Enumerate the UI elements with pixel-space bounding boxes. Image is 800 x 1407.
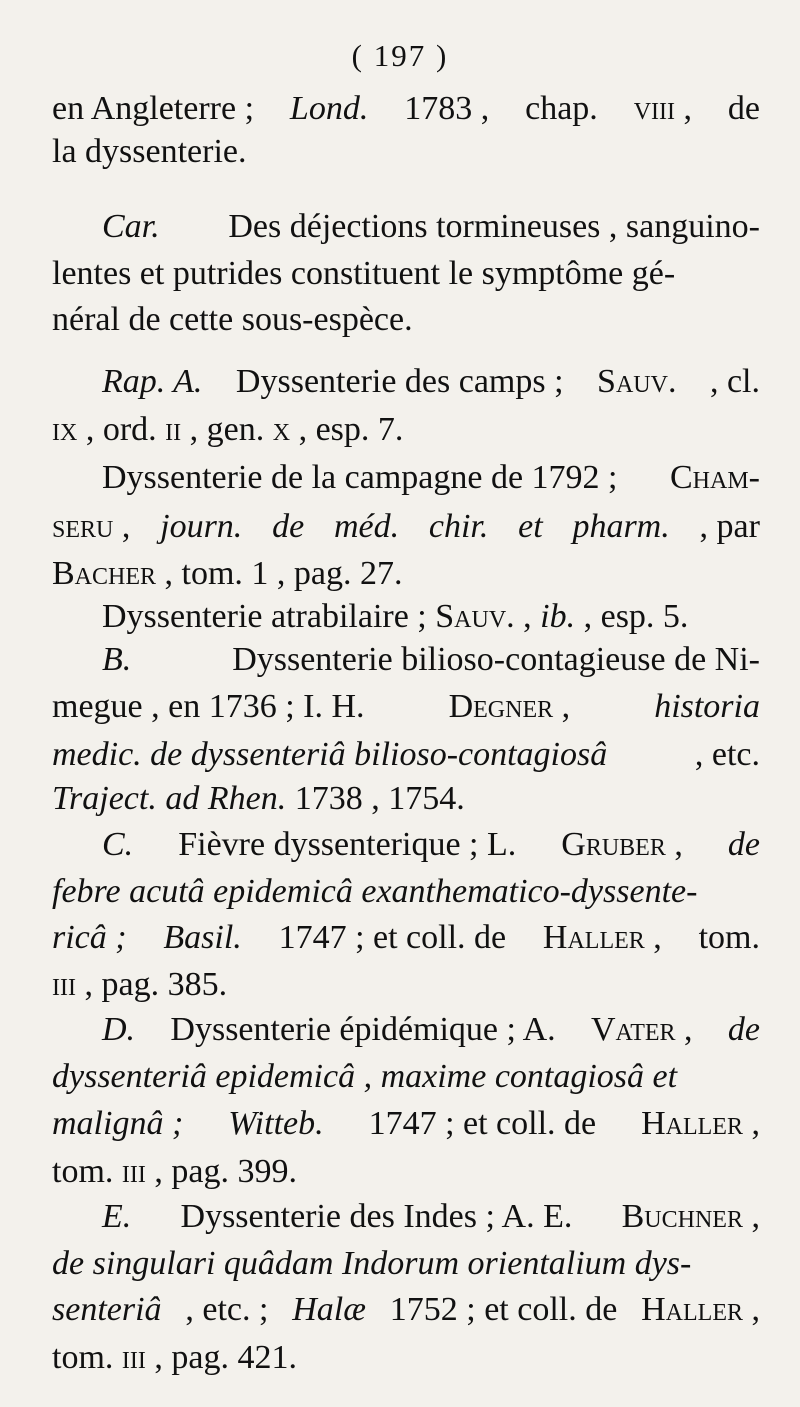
text-segment: Buchner ,	[621, 1198, 760, 1235]
text-segment: Traject. ad Rhen.	[52, 780, 287, 817]
text-segment: tom.	[52, 1153, 114, 1190]
text-segment: en Angleterre ;	[52, 90, 255, 127]
text-segment: Dyssenterie des Indes ; A. E.	[180, 1198, 573, 1235]
text-segment: Haller ,	[641, 1291, 760, 1328]
text-segment: malignâ ;	[52, 1105, 184, 1142]
text-segment: megue , en 1736 ; I. H.	[52, 688, 365, 725]
text-segment: de	[727, 826, 760, 863]
text-segment: néral de cette sous-espèce.	[52, 301, 413, 338]
text-segment: chap.	[525, 90, 598, 127]
text-line	[52, 87, 760, 131]
text-line	[52, 1288, 760, 1332]
text-segment: Vater ,	[591, 1011, 693, 1048]
text-segment: Sauv.	[435, 598, 515, 635]
text-line	[102, 456, 760, 500]
text-segment: , par	[699, 508, 760, 545]
text-segment: Dyssenterie bilioso-contagieuse de Ni-	[232, 641, 760, 678]
text-segment: ib.	[540, 598, 576, 635]
text-segment: de	[727, 90, 760, 127]
text-line	[52, 963, 760, 1007]
text-line	[102, 205, 760, 249]
text-line	[52, 870, 760, 914]
text-segment: de	[727, 1011, 760, 1048]
text-segment: , ord.	[85, 411, 157, 448]
text-segment: de	[272, 508, 305, 545]
text-line	[52, 252, 760, 296]
text-segment: 1747 ; et coll. de	[368, 1105, 597, 1142]
text-segment: ix	[52, 411, 78, 448]
text-segment: 1752 ; et coll. de	[389, 1291, 618, 1328]
text-segment: febre acutâ epidemicâ exanthematico-dyssente-	[52, 873, 698, 910]
text-segment: Sauv.	[597, 363, 677, 400]
text-segment: ,	[523, 598, 532, 635]
text-segment: Fièvre dyssenterique ; L.	[178, 826, 517, 863]
text-line	[52, 1055, 760, 1099]
text-segment: Cham-	[669, 459, 760, 496]
text-segment: B.	[102, 641, 132, 678]
text-segment: x	[272, 411, 291, 448]
text-segment: Rap. A.	[102, 363, 203, 400]
text-segment: Dyssenterie de la campagne de 1792 ;	[102, 459, 618, 496]
text-segment: Des déjections tormineuses , sanguino-	[228, 208, 760, 245]
text-line	[52, 733, 760, 777]
text-segment: 1738 , 1754.	[294, 780, 465, 817]
text-segment: 1747 ; et coll. de	[278, 919, 507, 956]
text-line	[52, 1242, 760, 1286]
text-segment: chir.	[428, 508, 489, 545]
text-segment: Car.	[102, 208, 160, 245]
text-line	[52, 552, 760, 596]
text-segment: viii ,	[633, 90, 693, 127]
text-line	[102, 1008, 760, 1052]
text-segment: Gruber ,	[561, 826, 683, 863]
text-segment: Degner ,	[448, 688, 571, 725]
text-segment: Haller ,	[542, 919, 662, 956]
text-segment: lentes et putrides constituent le symptôme gé-	[52, 255, 676, 292]
text-line	[52, 298, 760, 342]
text-line	[52, 916, 760, 960]
text-segment: iii	[121, 1339, 146, 1376]
text-line	[52, 1336, 760, 1380]
text-segment: de singulari quâdam Indorum orientalium dys-	[52, 1245, 692, 1282]
text-segment: , esp. 5.	[583, 598, 689, 635]
text-line	[52, 505, 760, 549]
text-line	[102, 595, 760, 639]
text-segment: D.	[102, 1011, 136, 1048]
text-segment: Halæ	[292, 1291, 366, 1328]
text-segment: tom.	[698, 919, 760, 956]
text-segment: tom. 1 , pag. 27.	[181, 555, 403, 592]
text-segment: iii	[52, 966, 76, 1003]
text-segment: historia	[654, 688, 760, 725]
text-segment: méd.	[333, 508, 400, 545]
text-segment: , etc.	[694, 736, 760, 773]
text-segment: Basil.	[163, 919, 242, 956]
text-segment: , pag. 399.	[154, 1153, 297, 1190]
text-line	[52, 1150, 760, 1194]
text-segment: , esp. 7.	[298, 411, 404, 448]
text-line	[52, 777, 760, 821]
text-segment: ii	[165, 411, 182, 448]
text-segment: medic. de dyssenteriâ bilioso-contagiosâ	[52, 736, 608, 773]
text-segment: , cl.	[709, 363, 760, 400]
text-segment: journ.	[160, 508, 243, 545]
text-segment: dyssenteriâ epidemicâ , maxime contagiosâ et	[52, 1058, 678, 1095]
text-segment: 1783 ,	[404, 90, 490, 127]
text-segment: la dyssenterie.	[52, 133, 247, 170]
text-segment: Dyssenterie des camps ;	[235, 363, 564, 400]
text-segment: senteriâ	[52, 1291, 162, 1328]
text-segment: seru ,	[52, 508, 131, 545]
text-segment: C.	[102, 826, 134, 863]
text-segment: , etc. ;	[185, 1291, 269, 1328]
text-line	[102, 638, 760, 682]
page-number: ( 197 )	[351, 38, 449, 73]
text-line	[52, 130, 760, 174]
text-segment: , pag. 421.	[154, 1339, 297, 1376]
text-segment: , pag. 385.	[84, 966, 228, 1003]
text-segment: tom.	[52, 1339, 114, 1376]
text-segment: Lond.	[289, 90, 369, 127]
text-line	[102, 360, 760, 404]
text-line	[52, 685, 760, 729]
text-segment: Witteb.	[228, 1105, 324, 1142]
text-segment: pharm.	[572, 508, 670, 545]
text-segment: Haller ,	[641, 1105, 760, 1142]
text-segment: Bacher ,	[52, 555, 174, 592]
text-line	[52, 1102, 760, 1146]
text-segment: , gen.	[189, 411, 265, 448]
text-segment: Dyssenterie épidémique ; A.	[170, 1011, 556, 1048]
text-segment: iii	[121, 1153, 146, 1190]
text-segment: Dyssenterie atrabilaire ;	[102, 598, 427, 635]
text-line	[102, 823, 760, 867]
text-segment: ricâ ;	[52, 919, 127, 956]
text-segment: et	[518, 508, 543, 545]
text-line	[102, 1195, 760, 1239]
text-line	[52, 408, 760, 452]
text-segment: E.	[102, 1198, 132, 1235]
